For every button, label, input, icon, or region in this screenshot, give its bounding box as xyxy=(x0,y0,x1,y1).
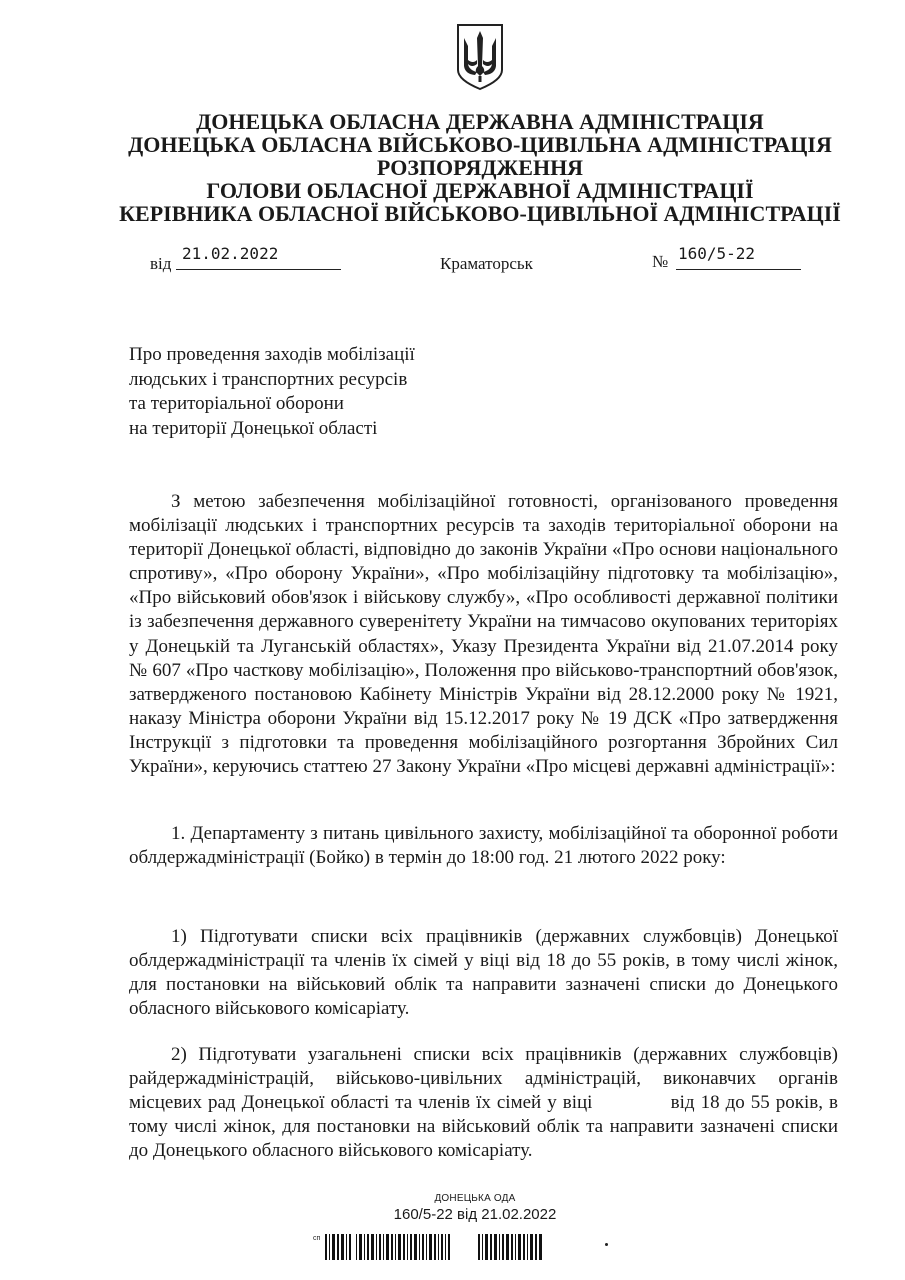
barcode-prefix: сп xyxy=(313,1235,321,1242)
trident-coat-of-arms-icon xyxy=(455,22,505,92)
subject-line: на території Донецької області xyxy=(129,417,378,439)
header-line-order: РОЗПОРЯДЖЕННЯ xyxy=(376,155,584,180)
subject-line: Про проведення заходів мобілізації xyxy=(129,344,415,365)
header-line-head-oda: ГОЛОВИ ОБЛАСНОЇ ДЕРЖАВНОЇ АДМІНІСТРАЦІЇ xyxy=(206,178,754,203)
header-line-head-ova: КЕРІВНИКА ОБЛАСНОЇ ВІЙСЬКОВО-ЦИВІЛЬНОЇ АДМІНІСТРАЦІЇ xyxy=(119,201,841,226)
preamble-text: З метою забезпечення мобілізаційної готовності, організованого проведення мобілізації людських і транспортних ресурсів та заходів територіальної оборони на території Донецької області, відповідно до законів України «Про основи національного спротиву», «Про оборону України», «Про мобілізаційну підготовку та мобілізацію», «Про військовий обов'язок і військову службу», «Про особливості державної політики із забезпечення державного суверенітету України на тимчасово окупованих територіях у Донецькій та Луганській областях», Указу Президента України від 21.07.2014 року № 607 «Про часткову мобілізацію», Положення про військово-транспортний обов'язок, затвердженого постановою Кабінету Міністрів України від 28.12.2000 року № 1921, наказу Міністра оборони України від 15.12.2017 року № 19 ДСК «Про затвердження Інструкції з підготовки та проведення мобілізаційного розгортання Збройних Сил України», керуючись статтею 27 Закону України «Про місцеві державні адміністрації»: xyxy=(129,491,838,778)
document-header xyxy=(0,110,905,225)
paragraph-item-1-1 xyxy=(129,925,838,1021)
stamp-registration: 160/5-22 від 21.02.2022 xyxy=(393,1206,557,1223)
item-1-text: 1. Департаменту з питань цивільного захисту, мобілізаційної та оборонної роботи облдержадміністрації (Бойко) в термін до 18:00 год. 21 лютого 2022 року: xyxy=(129,823,838,869)
document-subject xyxy=(129,343,415,441)
subject-line: та територіальної оборони xyxy=(129,393,344,414)
stamp-org: ДОНЕЦЬКА ОДА xyxy=(434,1193,516,1204)
date-label: від xyxy=(150,254,172,273)
paragraph-item-1-2 xyxy=(129,1043,843,1163)
subject-line: людських і транспортних ресурсів xyxy=(129,368,408,390)
item-1-1-text: 1) Підготувати списки всіх працівників (державних службовців) Донецької облдержадміністрації та членів їх сімей у віці від 18 до 55 років, в тому числі жінок, для постановки на військовий облік та направити зазначені списки до Донецького обласного військового комісаріату. xyxy=(129,926,838,1020)
header-line-oda: ДОНЕЦЬКА ОБЛАСНА ДЕРЖАВНА АДМІНІСТРАЦІЯ xyxy=(196,109,764,134)
number-label: № xyxy=(652,252,669,271)
document-date: 21.02.2022 xyxy=(176,244,341,270)
document-number: 160/5-22 xyxy=(676,244,801,270)
scan-artifact-dot xyxy=(605,1243,608,1246)
document-meta xyxy=(0,244,905,276)
barcode-icon xyxy=(313,1232,603,1262)
registration-stamp xyxy=(310,1193,610,1223)
paragraph-preamble xyxy=(129,490,838,779)
item-1-2-text: 2) Підготувати узагальнені списки всіх працівників (державних службовців) райдержадміністрацій, військово-цивільних адміністрацій, виконавчих органів місцевих рад Донецької області та членів їх сімей у віці від 18 до 55 років, в тому числі жінок, для постановки на військовий облік та направити зазначені списки до Донецького обласного військового комісаріату. xyxy=(129,1044,843,1162)
header-line-ova: ДОНЕЦЬКА ОБЛАСНА ВІЙСЬКОВО-ЦИВІЛЬНА АДМІНІСТРАЦІЯ xyxy=(128,132,832,157)
paragraph-item-1 xyxy=(129,822,838,870)
document-city: Краматорськ xyxy=(440,254,533,273)
